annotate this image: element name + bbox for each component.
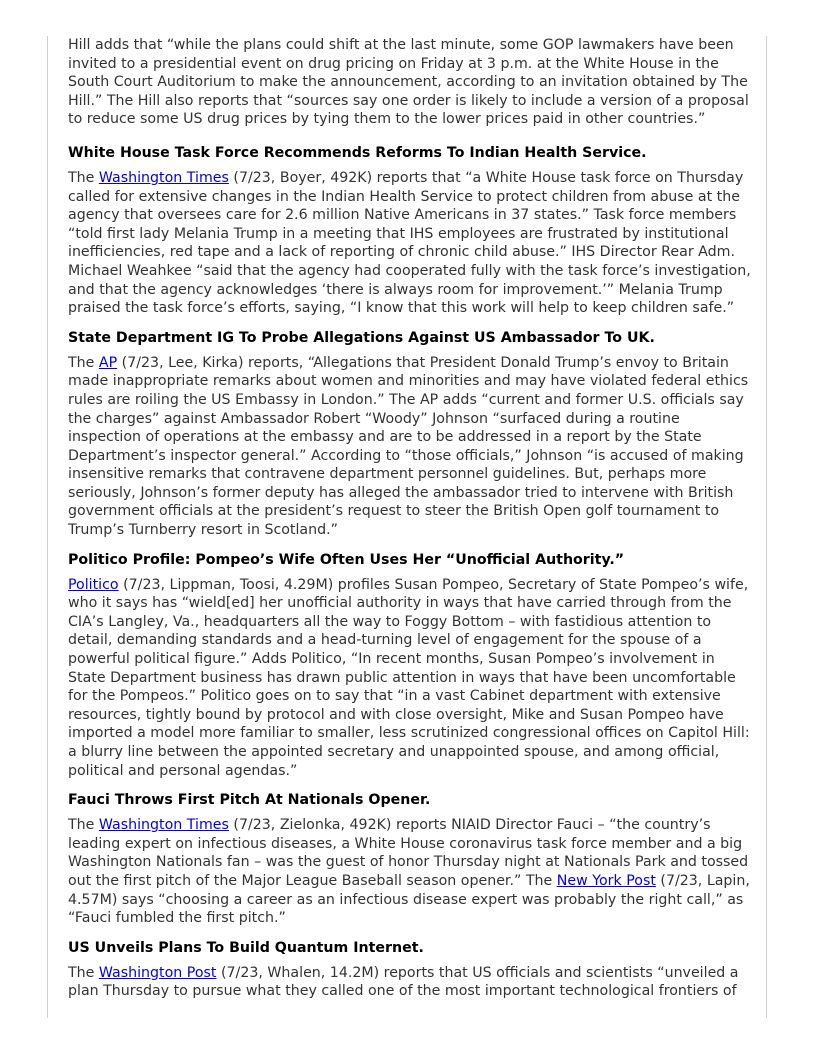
document-page — [47, 36, 767, 1018]
body-prefix: The — [68, 964, 99, 981]
source-link-washington-times[interactable]: Washington Times — [98, 817, 229, 834]
body-text: (7/23, Whalen, 14.2M) reports that US officials and scientists “unveiled a plan Thursday to pursue what they called one of the most important technological frontiers of — [68, 964, 739, 1000]
intro-paragraph: Hill adds that “while the plans could shift at the last minute, some GOP lawmakers have been invited to a presidential event on drug pricing on Friday at 3 p.m. at the White House in the South Court Auditorium to make the announcement, according to an invitation obtained by The Hill.” The Hill also reports that “sources say one order is likely to include a version of a proposal to reduce some US drug prices by tying them to the lower prices paid in other countries.” — [68, 37, 749, 128]
article-headline: State Department IG To Probe Allegations Against US Ambassador To UK. — [68, 329, 655, 346]
source-link-washington-post[interactable]: Washington Post — [98, 964, 217, 981]
body-text: (7/23, Lippman, Toosi, 4.29M) profiles Susan Pompeo, Secretary of State Pompeo’s wife, who it says has “wield[ed] her unofficial authority in ways that have carried through from the CIA’s Langley, Va., headquarters all the way to Foggy Bottom – with fastidious attention to detail, demanding standards and a head-turning level of engagement for the spouse of a powerful political figure.” Adds Politico, “In recent months, Susan Pompeo’s involvement in State Department business has drawn public attention in ways that have been uncomfortable for the Pompeos.” Politico goes on to say that “in a vast Cabinet department with extensive resources, tightly bound by protocol and with close oversight, Mike and Susan Pompeo have imported a model more familiar to smaller, less scrutinized congressional offices on Capitol Hill: a blurry line between the appointed secretary and unappointed spouse, and among official, political and personal agendas.” — [68, 576, 750, 779]
source-link-new-york-post[interactable]: New York Post — [556, 872, 656, 889]
article-headline: Politico Profile: Pompeo’s Wife Often Uses Her “Unofficial Authority.” — [68, 551, 625, 568]
body-text-2: (7/23, Lapin, 4.57M) says “choosing a career as an infectious disease expert was probably the right call,” as “Fauci fumbled the first pitch.” — [68, 872, 750, 927]
body-text: (7/23, Boyer, 492K) reports that “a White House task force on Thursday called for extensive changes in the Indian Health Service to protect children from abuse at the agency that oversees care for 2.6 million Native Americans in 37 states.” Task force members “told first lady Melania Trump in a meeting that IHS employees are frustrated by institutional inefficiencies, red tape and a lack of reporting of chronic child abuse.” IHS Director Rear Adm. Michael Weahkee “said that the agency had cooperated fully with the task force’s investigation, and that the agency acknowledges ‘there is always room for improvement.’” Melania Trump praised the task force’s efforts, saying, “I know that this work will help to keep children safe.” — [68, 169, 751, 317]
article-body — [68, 964, 752, 1001]
article-headline: Fauci Throws First Pitch At Nationals Opener. — [68, 792, 431, 809]
article-fauci — [68, 790, 752, 928]
body-prefix: The — [68, 354, 99, 371]
body-prefix: The — [68, 169, 99, 186]
body-text: (7/23, Lee, Kirka) reports, “Allegations that President Donald Trump’s envoy to Britain made inappropriate remarks about women and minorities and may have violated federal ethics rules are roiling the US Embassy in London.” The AP adds “current and former U.S. officials say the charges” against Ambassador Robert “Woody” Johnson “surfaced during a routine inspection of operations at the embassy and are to be addressed in a report by the State Department’s inspector general.” According to “those officials,” Johnson “is accused of making insensitive remarks that contravene department personnel guidelines. But, perhaps more seriously, Johnson’s former deputy has alleged the ambassador tried to intervene with British government officials at the president’s request to steer the British Open golf tournament to Trump’s Turnberry resort in Scotland.” — [68, 354, 749, 539]
article-headline: White House Task Force Recommends Reforms To Indian Health Service. — [68, 144, 647, 161]
article-body — [68, 354, 752, 540]
article-ihs — [68, 143, 752, 318]
body-text: (7/23, Zielonka, 492K) reports NIAID Director Fauci – “the country’s leading expert on infectious diseases, a White House coronavirus task force member and a big Washington Nationals fan – was the guest of honor Thursday night at Nationals Park and tossed out the first pitch of the Major League Baseball season opener.” The — [68, 817, 749, 889]
article-body — [68, 169, 752, 318]
article-quantum — [68, 938, 752, 1001]
article-ambassador — [68, 328, 752, 540]
source-link-ap[interactable]: AP — [98, 354, 118, 371]
source-link-washington-times[interactable]: Washington Times — [98, 169, 229, 186]
article-headline: US Unveils Plans To Build Quantum Internet. — [68, 939, 424, 956]
document-content — [68, 36, 752, 1011]
body-prefix: The — [68, 817, 99, 834]
article-pompeo — [68, 550, 752, 781]
article-body — [68, 816, 752, 928]
source-link-politico[interactable]: Politico — [68, 576, 119, 593]
article-body — [68, 576, 752, 781]
